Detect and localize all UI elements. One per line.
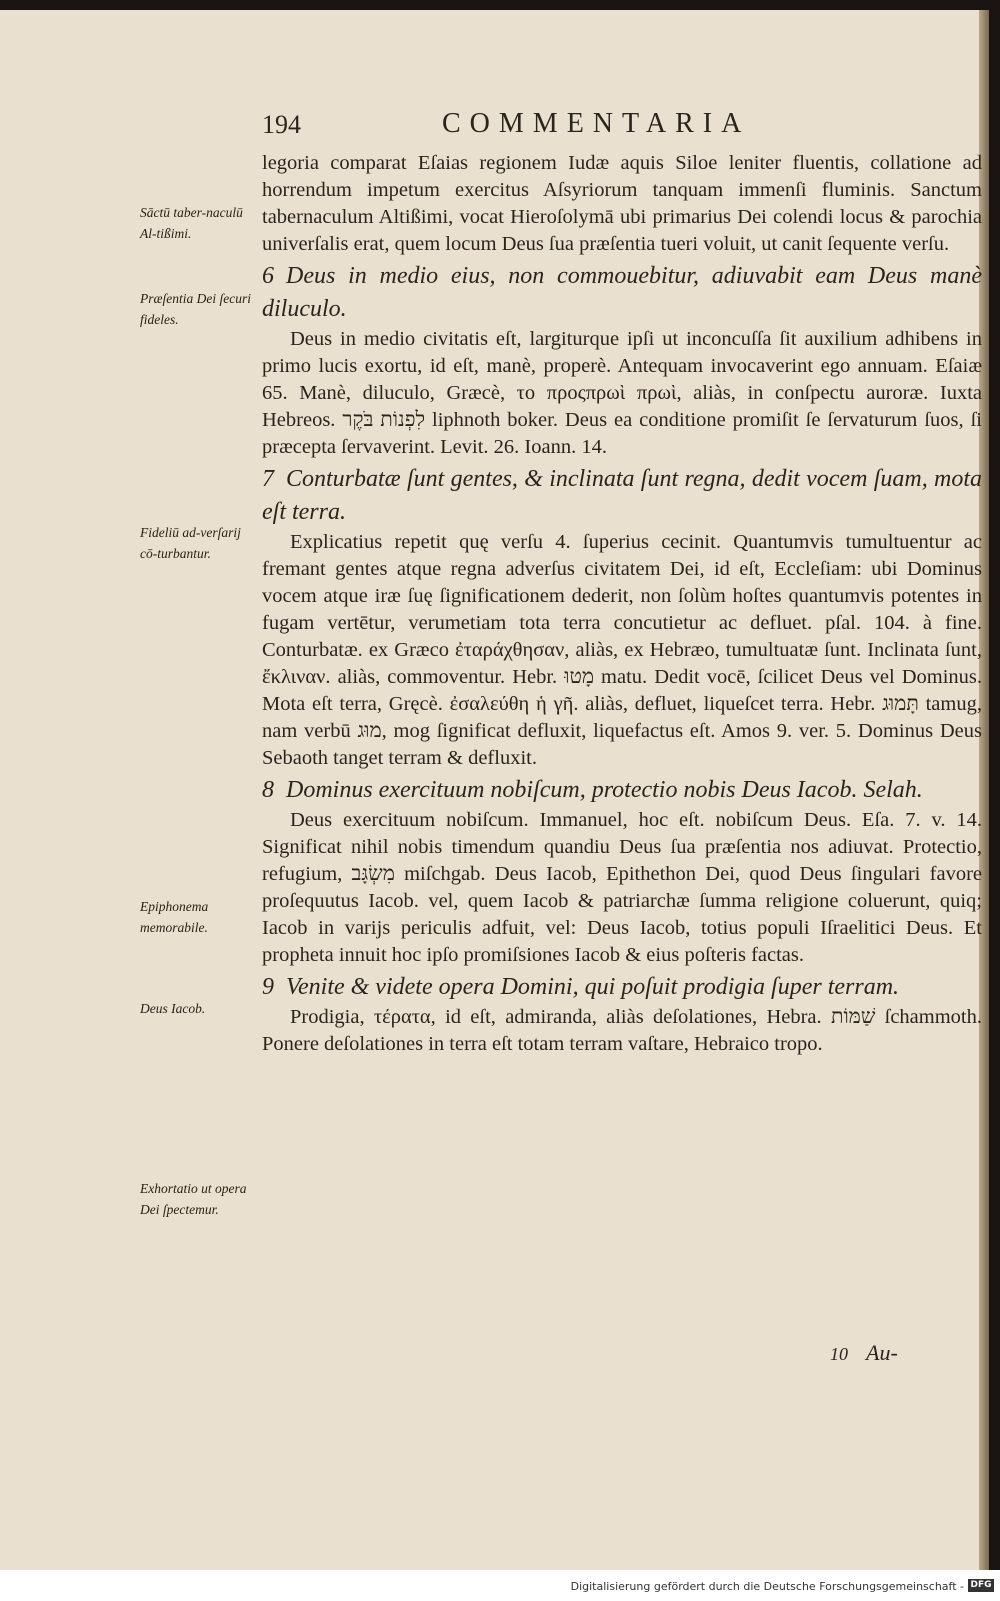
main-text xyxy=(262,150,982,1058)
paragraph: Deus in medio civitatis eſt, largiturque ipſi ut inconcuſſa ſit auxilium adhibens in primo lucis exortu, id eſt, manè, properè. Antequam invocaverint ego annuam. Eſaiæ 65. Manè, diluculo, Græcè, το προςπρωὶ πρωὶ, aliàs, in conſpectu auroræ. Iuxta Hebreos. לִפְנוֹת בֹּקֶר liphnoth boker. Deus ea conditione promiſit ſe ſervaturum ſuos, ſi præcepta ſervaverint. Levit. 26. Ioann. 14. xyxy=(262,328,982,458)
digitization-footer xyxy=(0,1570,1000,1601)
margin-note: Exhortatio ut opera Dei ſpectemur. xyxy=(140,1181,247,1217)
verse-number: 9 xyxy=(262,974,274,1000)
verse-text: Dominus exercituum nobiſcum, protectio nobis Deus Iacob. Selah. xyxy=(286,777,923,803)
verse-text: Venite & videte opera Domini, qui poſuit prodigia ſuper terram. xyxy=(286,974,900,1000)
verse-number: 8 xyxy=(262,777,274,803)
margin-note: Fideliū ad-verſarij cō-turbantur. xyxy=(140,525,241,561)
margin-note: Deus Iacob. xyxy=(140,1001,206,1016)
verse-number: 7 xyxy=(262,466,274,492)
paragraph: Explicatius repetit quę verſu 4. ſuperius cecinit. Quantumvis tumultuentur ac fremant gentes atque regna adverſus civitatem Dei, id eſt, Eccleſiam: ubi Dominus vocem atque iræ ſuę ſignificationem dederit, non ſolùm hoſtes quantumvis potentes in fugam vertētur, verumetiam tota terra concutietur ac defluet. pſal. 104. à fine. Conturbatæ. ex Græco ἐταράχθησαν, aliàs, ex Hebræo, tumultuatæ ſunt. Inclinata ſunt, ἔκλιναν. aliàs, commoventur. Hebr. מָטוּ matu. Dedit vocē, ſcilicet Deus vel Dominus. Mota eſt terra, Gręcè. ἐσαλεύθη ἡ γῆ. aliàs, defluet, liqueſcet terra. Hebr. תָּמוּג tamug, nam verbū מוּג, mog ſignificat defluxit, liquefactus eſt. Amos 9. ver. 5. Dominus Deus Sebaoth tanget terram & defluxit. xyxy=(262,531,982,769)
paragraph: Deus exercituum nobiſcum. Immanuel, hoc eſt. nobiſcum Deus. Eſa. 7. v. 14. Significat nihil nobis timendum quandiu Deus ſua præſentia nos adiuvat. Protectio, refugium, מִשְׂגָּב miſchgab. Deus Iacob, Epithethon Dei, quod Deus ſingulari favore proſequutus Iacob. vel, quem Iacob & patriarchæ ſumma religione coluerunt, quiq; Iacob in varijs periculis adfuit, vel: Deus Iacob, totius populi Iſraelitici Deus. Et propheta innuit hoc ipſo promiſsiones Iacob & eius poſteris factas. xyxy=(262,809,982,966)
verse-6 xyxy=(262,260,982,326)
page-number: 194 xyxy=(262,110,301,139)
footer-credit: Digitalisierung gefördert durch die Deutsche Forschungsgemeinschaft - xyxy=(570,1580,964,1593)
verse-text: Deus in medio eius, non commouebitur, adiuvabit eam Deus manè diluculo. xyxy=(262,263,982,322)
verse-9 xyxy=(262,971,982,1004)
catchword xyxy=(830,1340,898,1366)
margin-note: Præſentia Dei ſecuri fideles. xyxy=(140,291,251,327)
verse-number: 6 xyxy=(262,263,274,289)
verse-text: Conturbatæ ſunt gentes, & inclinata ſunt regna, dedit vocem ſuam, mota eſt terra. xyxy=(262,466,982,525)
running-head xyxy=(262,110,962,150)
book-page xyxy=(0,10,985,1570)
paragraph: Prodigia, τέρατα, id eſt, admiranda, aliàs deſolationes, Hebra. שַׁמּוֹת ſchammoth. Ponere deſolationes in terra eſt totam terram vaſtare, Hebraico tropo. xyxy=(262,1006,982,1055)
catchword-word: Au- xyxy=(866,1340,898,1365)
margin-note: Sāctū taber-naculū Al-tißimi. xyxy=(140,205,243,241)
verse-8 xyxy=(262,774,982,807)
margin-note: Epiphonema memorabile. xyxy=(140,899,209,935)
running-title: COMMENTARIA xyxy=(442,108,751,139)
dfg-logo: DFG xyxy=(968,1579,994,1592)
catchword-number: 10 xyxy=(830,1344,848,1364)
verse-7 xyxy=(262,463,982,529)
paragraph: legoria comparat Eſaias regionem Iudæ aquis Siloe leniter fluentis, collatione ad horrendum impetum exercitus Aſsyriorum tanquam immenſi fluminis. Sanctum tabernaculum Altißimi, vocat Hieroſolymā ubi primarius Dei colendi locus & parochia univerſalis erat, quem locum Deus ſua præſentia tueri voluit, ut canit ſequente verſu. xyxy=(262,152,982,255)
